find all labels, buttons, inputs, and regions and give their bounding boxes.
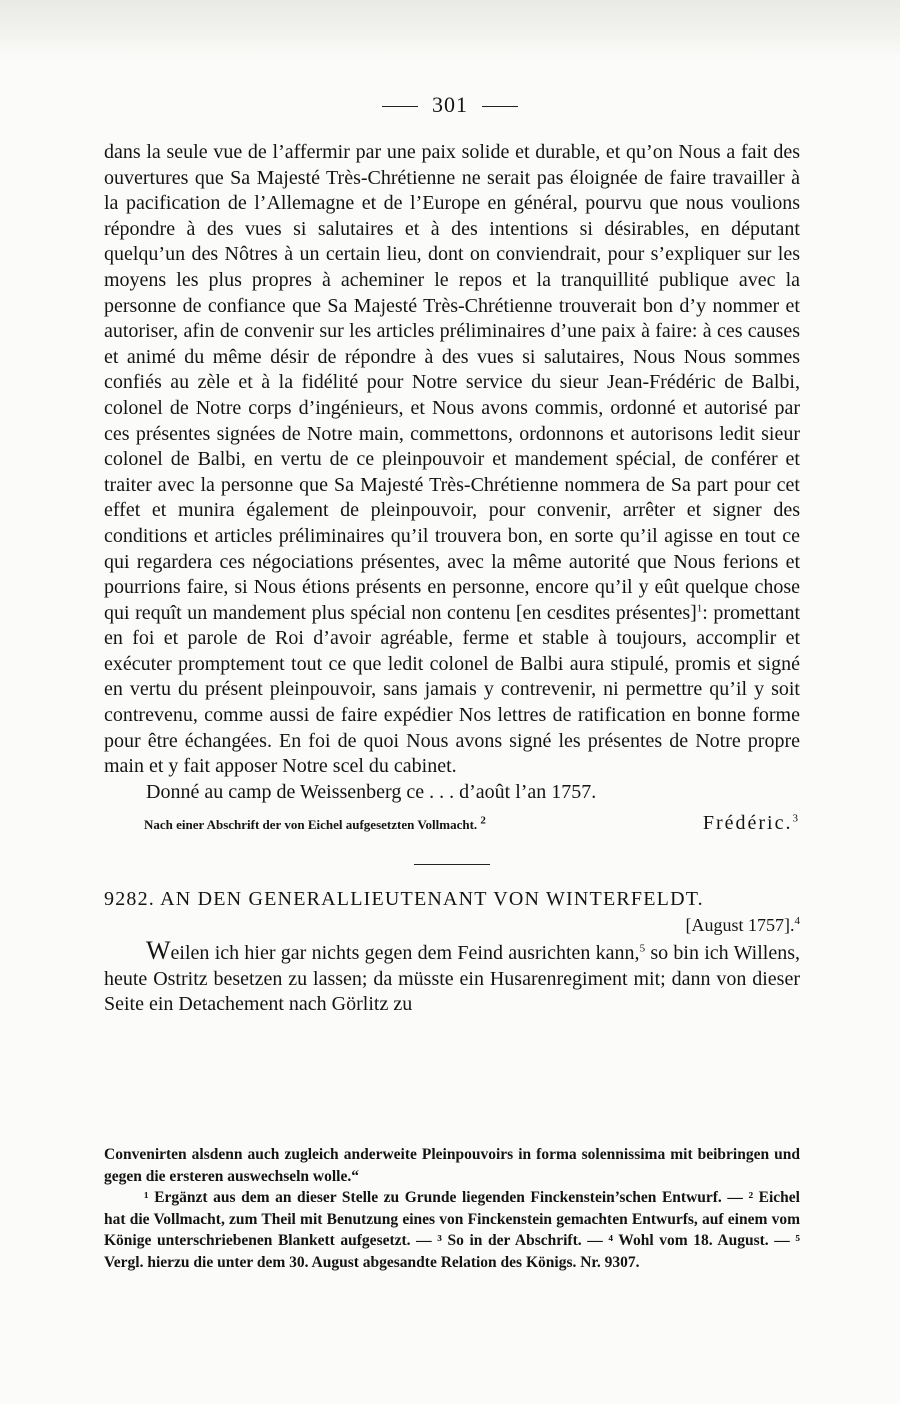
dated-line: Donné au camp de Weissenberg ce . . . d’août l’an 1757. — [146, 780, 597, 803]
header-dash-right — [482, 106, 518, 107]
paragraph-full-power — [104, 140, 800, 780]
main-text — [104, 140, 800, 1018]
footnote-ref: 2 — [480, 815, 486, 828]
letter-heading: 9282. AN DEN GENERALLIEUTENANT VON WINTERFELDT. — [104, 888, 704, 911]
letter-date — [104, 913, 800, 939]
footnote-list: ¹ Ergänzt aus dem an dieser Stelle zu Grunde liegenden Finckenstein’schen Entwurf. — ² Eichel hat die Vollmacht, zum Theil mit Benutzung eines von Finckenstein gemachten Entwurfs, auf einem vom Könige unterschriebenen Blankett aufgesetzt. — ³ So in der Abschrift. — ⁴ Wohl vom 18. August. — ⁵ Vergl. hierzu die unter dem 30. August abgesandte Relation des Königs. Nr. 9307. — [104, 1189, 800, 1271]
signature — [703, 811, 800, 837]
header-dash-left — [382, 106, 418, 107]
page-number: 301 — [432, 92, 468, 117]
footnote-ref: 3 — [792, 812, 800, 825]
page-top-shading — [0, 0, 900, 60]
source-note — [104, 812, 486, 838]
signoff-row — [104, 811, 800, 838]
paragraph-text-continued: : promettant en foi et parole de Roi d’avoir agréable, ferme et stable à toujours, accomplir et exécuter promptement tout ce que ledit colonel de Balbi aura stipulé, promis et signé en vertu du présent pleinpouvoir, sans jamais y contrevenir, ni permettre qu’il y soit contrevenu, comme aussi de faire expédier Nos lettres de ratification en bonne forme pour être échangées. En foi de quoi Nous avons signé les présentes de Notre propre main et y fait apposer Notre scel du cabinet. — [104, 601, 800, 778]
section-divider — [414, 864, 490, 865]
footnote-ref: 1 — [696, 602, 703, 615]
letter-body — [104, 938, 800, 1018]
letter-text: eilen ich hier gar nichts gegen dem Feind ausrichten kann, — [170, 942, 640, 965]
letter-text-continued: so bin ich Willens, heute Ostritz besetzen zu lassen; da müsste ein Husarenregiment mit; dann von dieser Seite ein Detachement nach Görlitz zu — [104, 942, 800, 1016]
signature-text: Frédéric. — [702, 812, 793, 835]
footnote-ref: 4 — [794, 914, 800, 927]
source-note-text: Nach einer Abschrift der von Eichel aufgesetzten Vollmacht. — [144, 817, 478, 833]
footnotes — [104, 1144, 800, 1274]
initial-letter: W — [146, 936, 171, 966]
footnote-ref: 5 — [639, 942, 646, 955]
footnote-continuation: Convenirten alsdenn auch zugleich anderweite Pleinpouvoirs in forma solennissima mit beibringen und gegen die ersteren auswechseln wolle.“ — [104, 1146, 800, 1185]
page-header — [0, 92, 900, 118]
letter-date-text: [August 1757]. — [685, 914, 795, 935]
paragraph-text: dans la seule vue de l’affermir par une paix solide et durable, et qu’on Nous a fait des ouvertures que Sa Majesté Très-Chrétienne ne serait pas éloignée de faire travailler à la pacification de l’Allemagne et de l’Europe en général, pourvu que nous voulions répondre à des vues si salutaires et à des intentions si désirables, en députant quelqu’un des Nôtres à un certain lieu, dont on conviendrait, pour s’expliquer sur les moyens les plus propres à acheminer le repos et la tranquillité publique avec la personne de confiance que Sa Majesté Très-Chrétienne trouverait bon d’y nommer et autoriser, afin de convenir sur les articles préliminaires d’une paix à faire: à ces causes et animé du même désir de répondre à des vues si salutaires, Nous Nous sommes confiés au zèle et à la fidélité pour Notre service du sieur Jean-Frédéric de Balbi, colonel de Notre corps d’ingénieurs, et Nous avons commis, ordonné et autorisé par ces présentes signées de Notre main, commettons, ordonnons et autorisons ledit sieur colonel de Balbi, en vertu de ce pleinpouvoir et mandement spécial, de conférer et traiter avec la personne que Sa Majesté Très-Chrétienne nommera de Sa part pour cet effet et munira également de pleinpouvoir, pour convenir, arrêter et signer des conditions et articles préliminaires qu’il trouvera bon, en sorte qu’il agisse en tout ce qui regardera ces négociations présentes, avec la même autorité que Nous ferions et pourrions faire, si Nous étions présents en personne, encore qu’il y eût quelque chose qui requît un mandement plus spécial non contenu [en cesdites présentes] — [104, 141, 800, 624]
